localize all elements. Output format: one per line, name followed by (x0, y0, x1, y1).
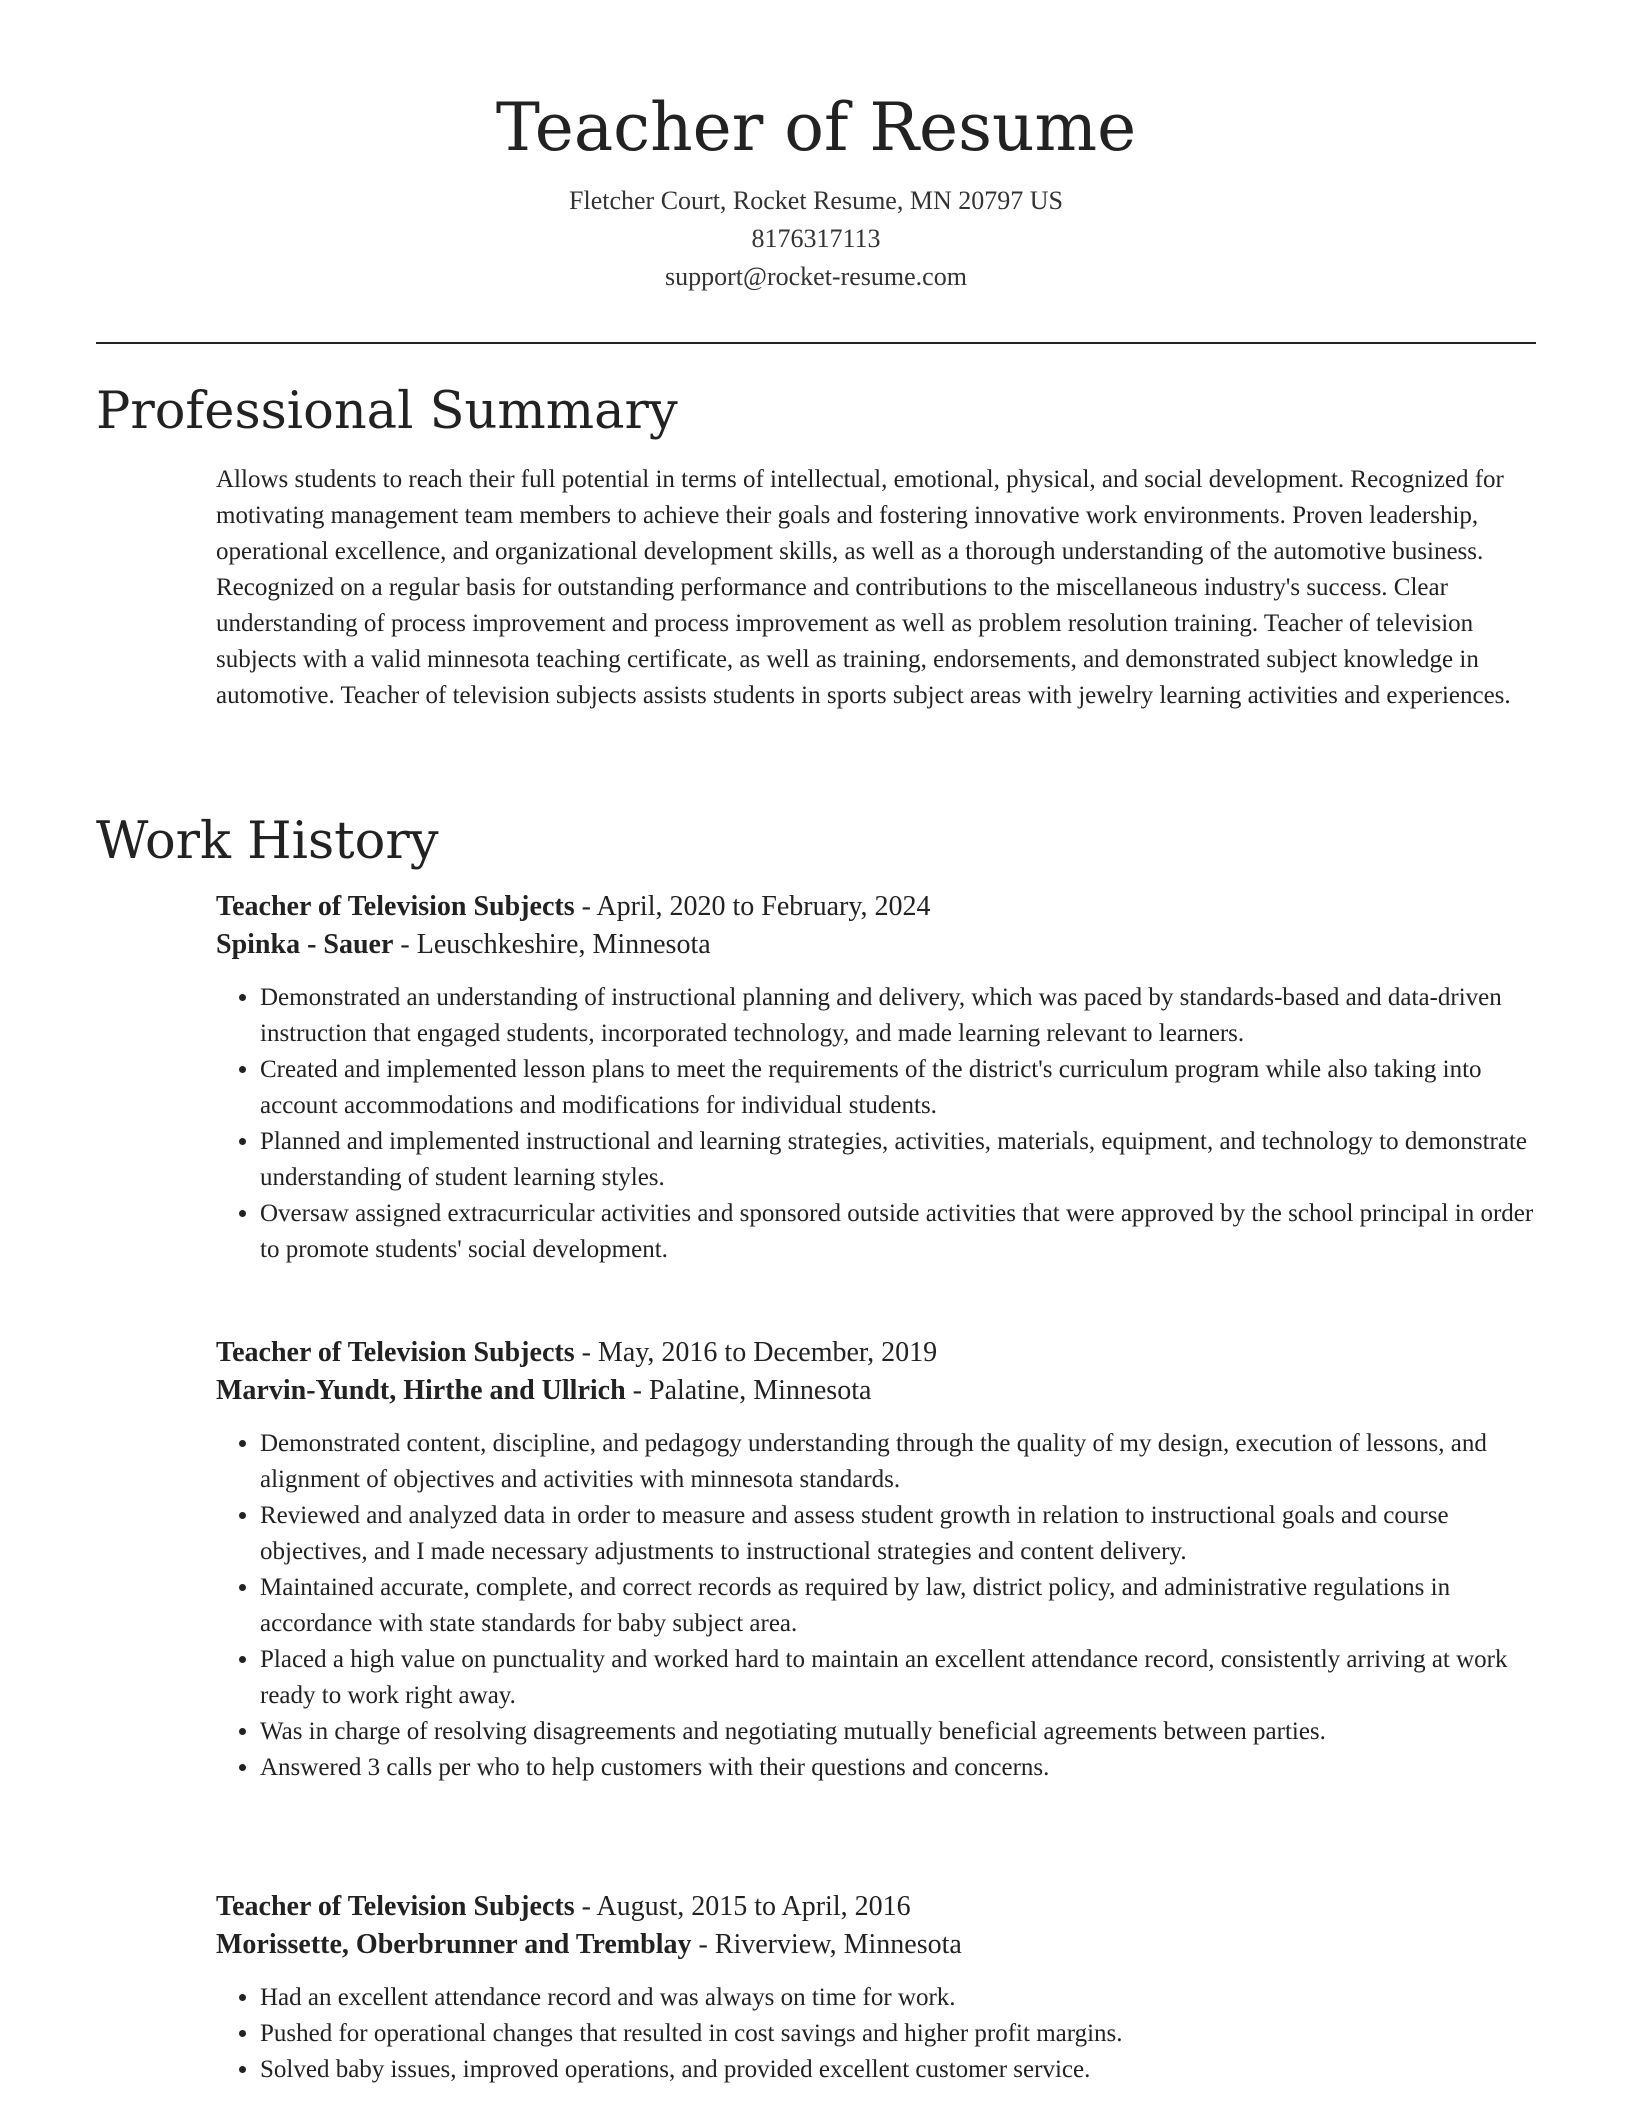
job-dates: - May, 2016 to December, 2019 (574, 1337, 938, 1368)
job-bullet: • Reviewed and analyzed data in order to measure and assess student growth in relation to instructional goals and course objectives, and I made necessary adjustments to instructional strategies and content delivery. (260, 1498, 1536, 1570)
resume-header (0, 82, 1632, 296)
job-title-line (216, 1334, 1536, 1372)
job-bullet: • Pushed for operational changes that resulted in cost savings and higher profit margins. (260, 2016, 1536, 2052)
job-bullets (216, 1426, 1536, 1786)
job-entry (216, 1888, 1536, 2088)
job-bullet: • Oversaw assigned extracurricular activities and sponsored outside activities that were approved by the school principal in order to promote students' social development. (260, 1196, 1536, 1268)
job-dates: - April, 2020 to February, 2024 (574, 891, 931, 922)
job-company: Spinka - Sauer (216, 929, 394, 960)
job-bullet: • Placed a high value on punctuality and worked hard to maintain an excellent attendance record, consistently arriving at work ready to work right away. (260, 1642, 1536, 1714)
job-bullet: • Maintained accurate, complete, and correct records as required by law, district policy, and administrative regulations in accordance with state standards for baby subject area. (260, 1570, 1536, 1642)
candidate-name: Teacher of Resume (495, 89, 1137, 166)
job-company: Morissette, Oberbrunner and Tremblay (216, 1929, 692, 1960)
job-title-line (216, 888, 1536, 926)
job-role: Teacher of Television Subjects (216, 1337, 575, 1368)
job-entry (216, 888, 1536, 1268)
section-title-summary: Professional Summary (96, 382, 678, 441)
job-company-line (216, 1926, 1536, 1964)
job-company-line (216, 1372, 1536, 1410)
job-location: - Palatine, Minnesota (625, 1375, 872, 1406)
job-bullet: • Had an excellent attendance record and was always on time for work. (260, 1980, 1536, 2016)
job-location: - Leuschkeshire, Minnesota (393, 929, 711, 960)
contact-info (0, 182, 1632, 296)
job-bullet: • Demonstrated content, discipline, and pedagogy understanding through the quality of my design, execution of lessons, and alignment of objectives and activities with minnesota standards. (260, 1426, 1536, 1498)
job-role: Teacher of Television Subjects (216, 1891, 575, 1922)
job-company: Marvin-Yundt, Hirthe and Ullrich (216, 1375, 626, 1406)
job-bullet: • Planned and implemented instructional and learning strategies, activities, materials, equipment, and technology to demonstrate understanding of student learning styles. (260, 1124, 1536, 1196)
job-bullet: • Created and implemented lesson plans to meet the requirements of the district's curriculum program while also taking into account accommodations and modifications for individual students. (260, 1052, 1536, 1124)
email-address: support@rocket-resume.com (665, 262, 967, 291)
job-title-line (216, 1888, 1536, 1926)
job-bullets (216, 1980, 1536, 2088)
job-entry (216, 1334, 1536, 1786)
address: Fletcher Court, Rocket Resume, MN 20797 US (569, 186, 1063, 215)
job-company-line (216, 926, 1536, 964)
summary-text: Allows students to reach their full potential in terms of intellectual, emotional, physical, and social development. Recognized for motivating management team members to achieve their goals and fostering innovative work environments. Proven leadership, operational excellence, and organizational development skills, as well as a thorough understanding of the automotive business. Recognized on a regular basis for outstanding performance and contributions to the miscellaneous industry's success. Clear understanding of process improvement and process improvement as well as problem resolution training. Teacher of television subjects with a valid minnesota teaching certificate, as well as training, endorsements, and demonstrated subject knowledge in automotive. Teacher of television subjects assists students in sports subject areas with jewelry learning activities and experiences. (216, 466, 1511, 709)
job-dates: - August, 2015 to April, 2016 (574, 1891, 911, 1922)
job-bullet: • Solved baby issues, improved operations, and provided excellent customer service. (260, 2052, 1536, 2088)
job-location: - Riverview, Minnesota (691, 1929, 962, 1960)
job-bullet: • Answered 3 calls per who to help customers with their questions and concerns. (260, 1750, 1536, 1786)
job-role: Teacher of Television Subjects (216, 891, 575, 922)
job-bullet: • Demonstrated an understanding of instructional planning and delivery, which was paced by standards-based and data-driven instruction that engaged students, incorporated technology, and made learning relevant to learners. (260, 980, 1536, 1052)
phone-number: 8176317113 (751, 224, 881, 253)
header-divider (96, 342, 1536, 344)
job-bullet: • Was in charge of resolving disagreements and negotiating mutually beneficial agreements between parties. (260, 1714, 1536, 1750)
job-bullets (216, 980, 1536, 1268)
section-title-work-history: Work History (96, 812, 439, 871)
